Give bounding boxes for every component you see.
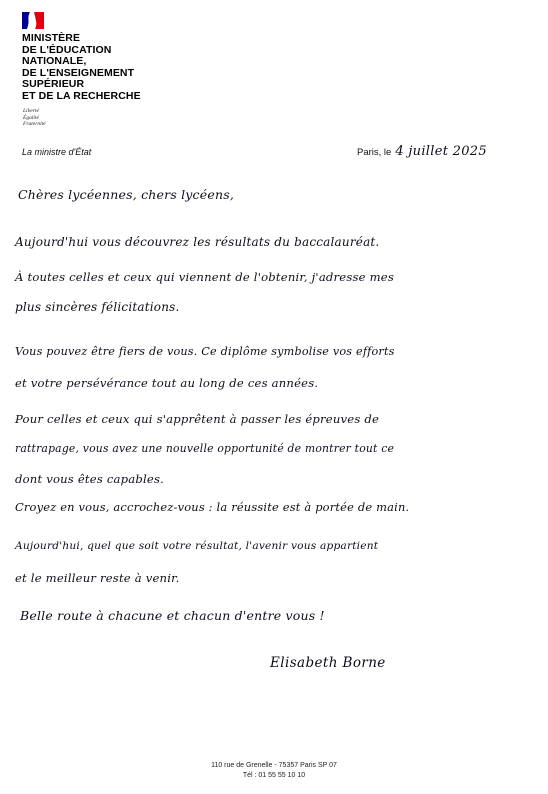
- ministry-line: DE L'ÉDUCATION: [22, 43, 112, 56]
- footer: [0, 761, 548, 781]
- place-prefix: Paris, le: [357, 147, 392, 158]
- motto-line: Égalité: [23, 114, 39, 121]
- signatory-title: La ministre d'État: [22, 147, 92, 157]
- letter-line: Vous pouvez être fiers de vous. Ce diplôme symbolise vos efforts: [15, 345, 395, 358]
- marianne-logo: [22, 12, 44, 29]
- letter-line: dont vous êtes capables.: [15, 472, 165, 486]
- footer-address: 110 rue de Grenelle - 75357 Paris SP 07: [211, 762, 337, 769]
- motto-line: Liberté: [23, 108, 39, 114]
- dateline: [357, 142, 487, 160]
- letter-line: Aujourd'hui vous découvrez les résultats du baccalauréat.: [15, 235, 380, 249]
- motto-line: Fraternité: [23, 121, 46, 127]
- letter-line: À toutes celles et ceux qui viennent de l'obtenir, j'adresse mes: [15, 270, 395, 284]
- letter-greeting: Chères lycéennes, chers lycéens,: [18, 187, 234, 202]
- ministry-line: MINISTÈRE: [22, 32, 81, 44]
- letter-date: 4 juillet 2025: [395, 144, 487, 159]
- republic-motto: [23, 108, 46, 128]
- ministry-name: [22, 33, 141, 102]
- letter-line: et votre persévérance tout au long de ces années.: [15, 376, 319, 390]
- letter-line: Pour celles et ceux qui s'apprêtent à passer les épreuves de: [15, 412, 380, 426]
- ministry-line: ET DE LA RECHERCHE: [22, 89, 141, 102]
- letter-line: et le meilleur reste à venir.: [15, 571, 180, 585]
- letter-line: Belle route à chacune et chacun d'entre vous !: [20, 608, 325, 623]
- letter-line: Croyez en vous, accrochez-vous : la réussite est à portée de main.: [15, 500, 410, 514]
- ministry-line: DE L'ENSEIGNEMENT: [22, 66, 135, 79]
- ministry-line: SUPÉRIEUR: [22, 78, 85, 90]
- letter-line: rattrapage, vous avez une nouvelle opportunité de montrer tout ce: [15, 442, 395, 455]
- letter-line: plus sincères félicitations.: [15, 300, 180, 314]
- letter-line: Aujourd'hui, quel que soit votre résultat, l'avenir vous appartient: [15, 540, 379, 552]
- footer-phone: Tél : 01 55 55 10 10: [242, 772, 306, 779]
- ministry-line: NATIONALE,: [22, 55, 87, 67]
- signature: Elisabeth Borne: [270, 655, 386, 671]
